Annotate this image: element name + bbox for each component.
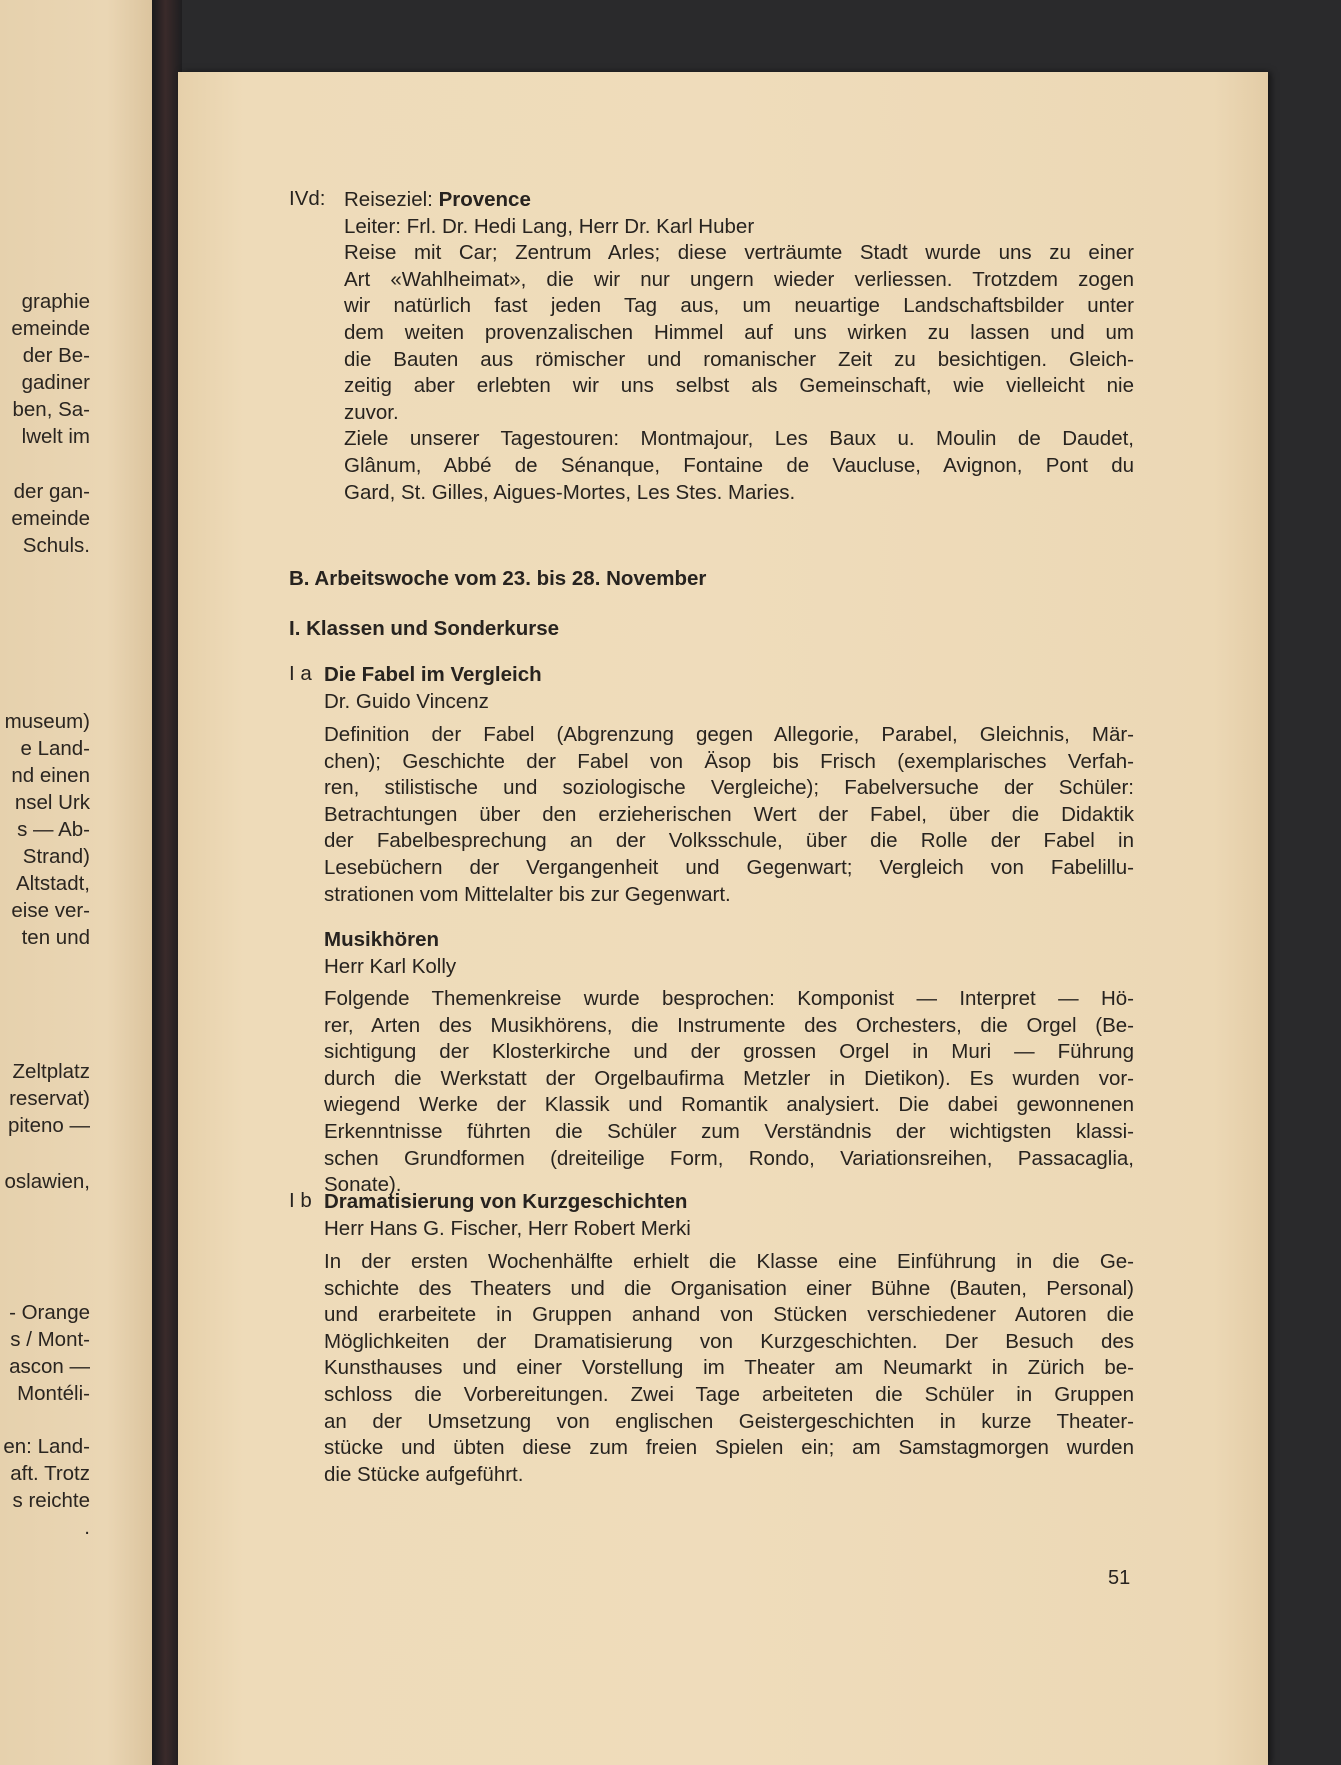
ia-line: Lesebüchern der Vergangenheit und Gegenwart; Vergleich von Fabelillu- <box>324 855 1134 879</box>
section-label-ib: I b <box>289 1189 312 1212</box>
left-fragment: emeinde <box>11 507 90 530</box>
musik-teacher: Herr Karl Kolly <box>324 954 457 978</box>
left-fragment: der Be- <box>22 344 90 367</box>
ivd-line: Gard, St. Gilles, Aigues-Mortes, Les Stes. Maries. <box>344 480 796 504</box>
musik-line: rer, Arten des Musikhörens, die Instrumente des Orchesters, die Orgel (Be- <box>324 1013 1134 1037</box>
section-label-ivd: IVd: <box>289 187 326 210</box>
ivd-title: Reiseziel: Provence <box>344 188 531 211</box>
ia-header <box>324 662 1134 715</box>
left-fragment: Zeltplatz <box>12 1060 90 1083</box>
ib-header <box>324 1189 1134 1242</box>
page-number: 51 <box>1108 1567 1131 1589</box>
left-fragment: en: Land- <box>3 1435 90 1458</box>
musik-body <box>324 986 1134 1199</box>
left-fragment: ascon — <box>9 1355 90 1378</box>
ib-line: schichte des Theaters und die Organisation einer Bühne (Bauten, Personal) <box>324 1276 1134 1300</box>
ib-line: Kunsthauses und einer Vorstellung im Theater am Neumarkt in Zürich be- <box>324 1356 1134 1380</box>
musik-header <box>324 927 1134 980</box>
left-fragment: piteno — <box>7 1114 90 1137</box>
ivd-line: die Bauten aus römischer und romanischer Zeit zu besichtigen. Gleich- <box>344 347 1134 371</box>
musik-line: schen Grundformen (dreiteilige Form, Rondo, Variationsreihen, Passacaglia, <box>324 1146 1134 1170</box>
ia-line: ren, stilistische und soziologische Vergleiche); Fabelversuche der Schüler: <box>324 776 1134 800</box>
musik-line: Folgende Themenkreise wurde besprochen: Komponist — Interpret — Hö- <box>324 987 1134 1010</box>
left-fragment: Altstadt, <box>15 872 90 895</box>
ib-line: Möglichkeiten der Dramatisierung von Kurzgeschichten. Der Besuch des <box>324 1329 1134 1353</box>
left-fragment: Strand) <box>22 845 90 868</box>
left-fragment: - Orange <box>9 1301 90 1324</box>
ia-line: Definition der Fabel (Abgrenzung gegen Allegorie, Parabel, Gleichnis, Mär- <box>324 723 1134 746</box>
left-fragment: s reichte <box>12 1489 90 1512</box>
left-fragment: emeinde <box>11 317 90 340</box>
left-fragment: graphie <box>21 290 90 313</box>
ia-line: der Fabelbesprechung an der Volksschule, über die Rolle der Fabel in <box>324 829 1134 853</box>
left-fragment: ten und <box>21 926 90 949</box>
ivd-line: wir natürlich fast jeden Tag aus, um neuartige Landschaftsbilder unter <box>344 294 1134 318</box>
ib-teacher: Herr Hans G. Fischer, Herr Robert Merki <box>324 1216 691 1240</box>
ia-line: strationen vom Mittelalter bis zur Gegenwart. <box>324 882 731 906</box>
ia-line: chen); Geschichte der Fabel von Äsop bis Frisch (exemplarisches Verfah- <box>324 749 1134 773</box>
left-fragment: . <box>84 1516 90 1539</box>
ia-teacher: Dr. Guido Vincenz <box>324 689 489 713</box>
ivd-block <box>344 187 1134 506</box>
ib-line: stücke und übten diese zum freien Spielen ein; am Samstagmorgen wurden <box>324 1436 1134 1460</box>
ivd-line: Art «Wahlheimat», die wir nur ungern wieder verliessen. Trotzdem zogen <box>344 267 1134 291</box>
musik-line: durch die Werkstatt der Orgelbaufirma Metzler in Dietikon). Es wurden vor- <box>324 1066 1134 1090</box>
left-fragment: museum) <box>4 710 90 733</box>
ivd-line: dem weiten provenzalischen Himmel auf uns wirken zu lassen und um <box>344 320 1134 344</box>
left-fragment: eise ver- <box>11 899 90 922</box>
left-fragment: Montéli- <box>17 1382 90 1405</box>
left-fragment: nsel Urk <box>14 791 90 814</box>
ib-line: und erarbeitete in Gruppen anhand von Stücken verschiedener Autoren die <box>324 1303 1134 1327</box>
ib-line: an der Umsetzung von englischen Geistergeschichten in kurze Theater- <box>324 1409 1134 1433</box>
ivd-line: Ziele unserer Tagestouren: Montmajour, Les Baux u. Moulin de Daudet, <box>344 427 1134 451</box>
left-fragment: oslawien, <box>4 1170 90 1193</box>
right-page <box>178 72 1268 1765</box>
left-fragment: nd einen <box>11 764 90 787</box>
left-fragment: ben, Sa- <box>12 398 90 421</box>
musik-line: Erkenntnisse führten die Schüler zum Verständnis der wichtigsten klassi- <box>324 1119 1134 1143</box>
ib-line: die Stücke aufgeführt. <box>324 1462 524 1486</box>
ivd-line: Leiter: Frl. Dr. Hedi Lang, Herr Dr. Karl Huber <box>344 214 755 238</box>
ib-body <box>324 1249 1134 1488</box>
ia-title: Die Fabel im Vergleich <box>324 663 542 686</box>
ib-title: Dramatisierung von Kurzgeschichten <box>324 1190 688 1213</box>
musik-line: sichtigung der Klosterkirche und der grossen Orgel in Muri — Führung <box>324 1040 1134 1064</box>
left-fragment: s — Ab- <box>17 818 90 841</box>
ia-body <box>324 722 1134 908</box>
left-fragment: e Land- <box>20 737 90 760</box>
ib-line: schloss die Vorbereitungen. Zwei Tage arbeiteten die Schüler in Gruppen <box>324 1382 1134 1406</box>
left-fragment: lwelt im <box>21 425 90 448</box>
left-fragment: aft. Trotz <box>10 1462 90 1485</box>
left-fragment: der gan- <box>13 480 90 503</box>
left-fragment: s / Mont- <box>10 1328 90 1351</box>
section-label-ia: I a <box>289 662 312 685</box>
ivd-line: zuvor. <box>344 400 399 424</box>
left-fragment: gadiner <box>21 371 90 394</box>
ivd-line: Glânum, Abbé de Sénanque, Fontaine de Vaucluse, Avignon, Pont du <box>344 453 1134 477</box>
ia-line: Betrachtungen über den erzieherischen Wert der Fabel, über die Didaktik <box>324 802 1134 826</box>
ivd-line: Reise mit Car; Zentrum Arles; diese verträumte Stadt wurde uns zu einer <box>344 241 1134 265</box>
musik-title: Musikhören <box>324 928 440 951</box>
left-fragment: Schuls. <box>22 534 90 557</box>
section-b-heading: B. Arbeitswoche vom 23. bis 28. November <box>289 567 707 590</box>
ivd-line: zeitig aber erlebten wir uns selbst als Gemeinschaft, wie vielleicht nie <box>344 374 1134 398</box>
section-i-heading: I. Klassen und Sonderkurse <box>289 617 559 640</box>
musik-line: wiegend Werke der Klassik und Romantik analysiert. Die dabei gewonnenen <box>324 1093 1134 1117</box>
ib-line: In der ersten Wochenhälfte erhielt die Klasse eine Einführung in die Ge- <box>324 1250 1134 1273</box>
musik-line: Sonate). <box>324 1173 402 1197</box>
left-fragment: reservat) <box>9 1087 90 1110</box>
